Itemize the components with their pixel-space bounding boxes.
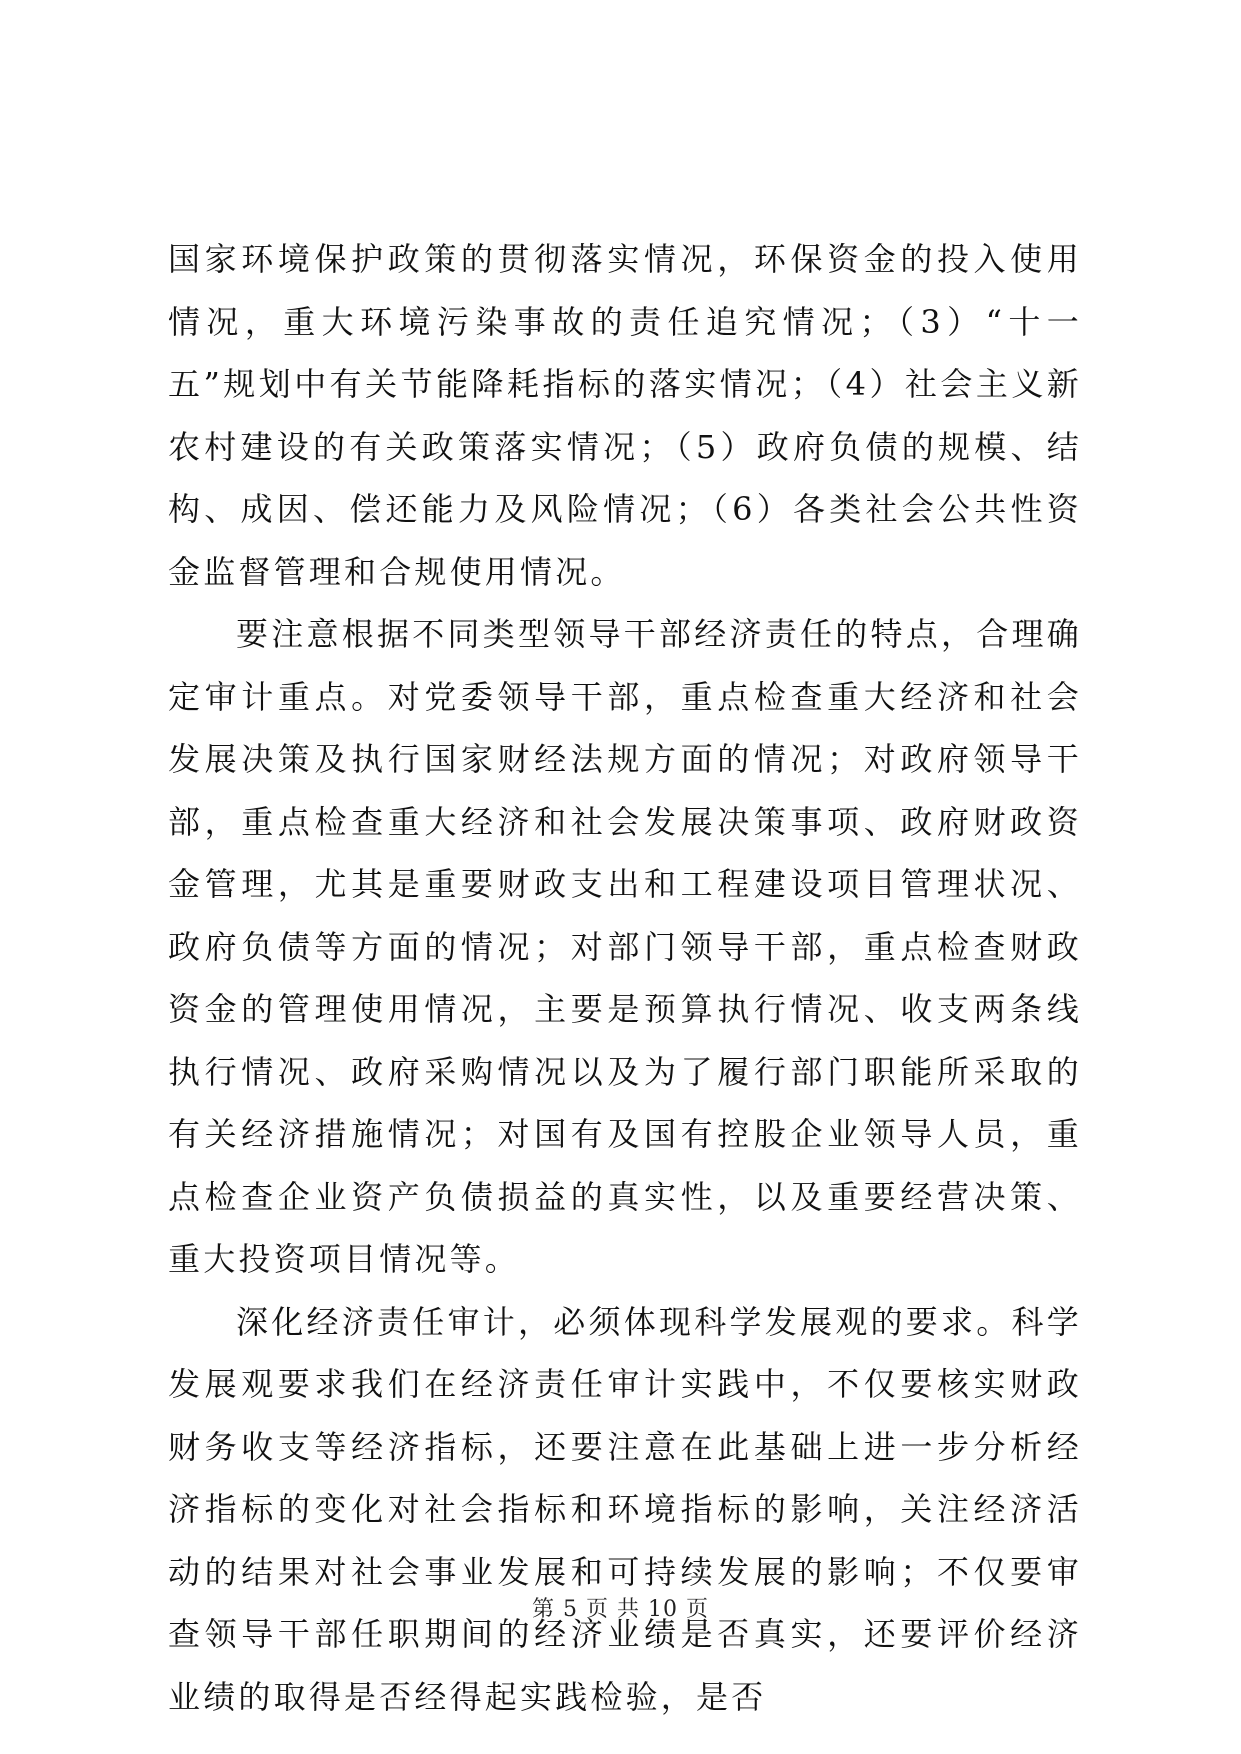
paragraph-continuation: 国家环境保护政策的贯彻落实情况，环保资金的投入使用情况，重大环境污染事故的责任追究情况；（3）“十一五”规划中有关节能降耗指标的落实情况；（4）社会主义新农村建设的有关政策落实情况；（5）政府负债的规模、结构、成因、偿还能力及风险情况；（6）各类社会公共性资金监督管理和合规使用情况。 xyxy=(168,240,1082,591)
paragraph-audit-focus: 要注意根据不同类型领导干部经济责任的特点，合理确定审计重点。对党委领导干部，重点检查重大经济和社会发展决策及执行国家财经法规方面的情况；对政府领导干部，重点检查重大经济和社会发展决策事项、政府财政资金管理，尤其是重要财政支出和工程建设项目管理状况、政府负债等方面的情况；对部门领导干部，重点检查财政资金的管理使用情况，主要是预算执行情况、收支两条线执行情况、政府采购情况以及为了履行部门职能所采取的有关经济措施情况；对国有及国有控股企业领导人员，重点检查企业资产负债损益的真实性，以及重要经营决策、重大投资项目情况等。 xyxy=(168,615,1082,1278)
document-body xyxy=(168,228,1082,1728)
page-number-footer: 第 5 页 共 10 页 xyxy=(532,1597,709,1622)
paragraph-scientific-development: 深化经济责任审计，必须体现科学发展观的要求。科学发展观要求我们在经济责任审计实践中，不仅要核实财政财务收支等经济指标，还要注意在此基础上进一步分析经济指标的变化对社会指标和环境指标的影响，关注经济活动的结果对社会事业发展和可持续发展的影响；不仅要审查领导干部任职期间的经济业绩是否真实，还要评价经济业绩的取得是否经得起实践检验，是否 xyxy=(168,1302,1082,1716)
